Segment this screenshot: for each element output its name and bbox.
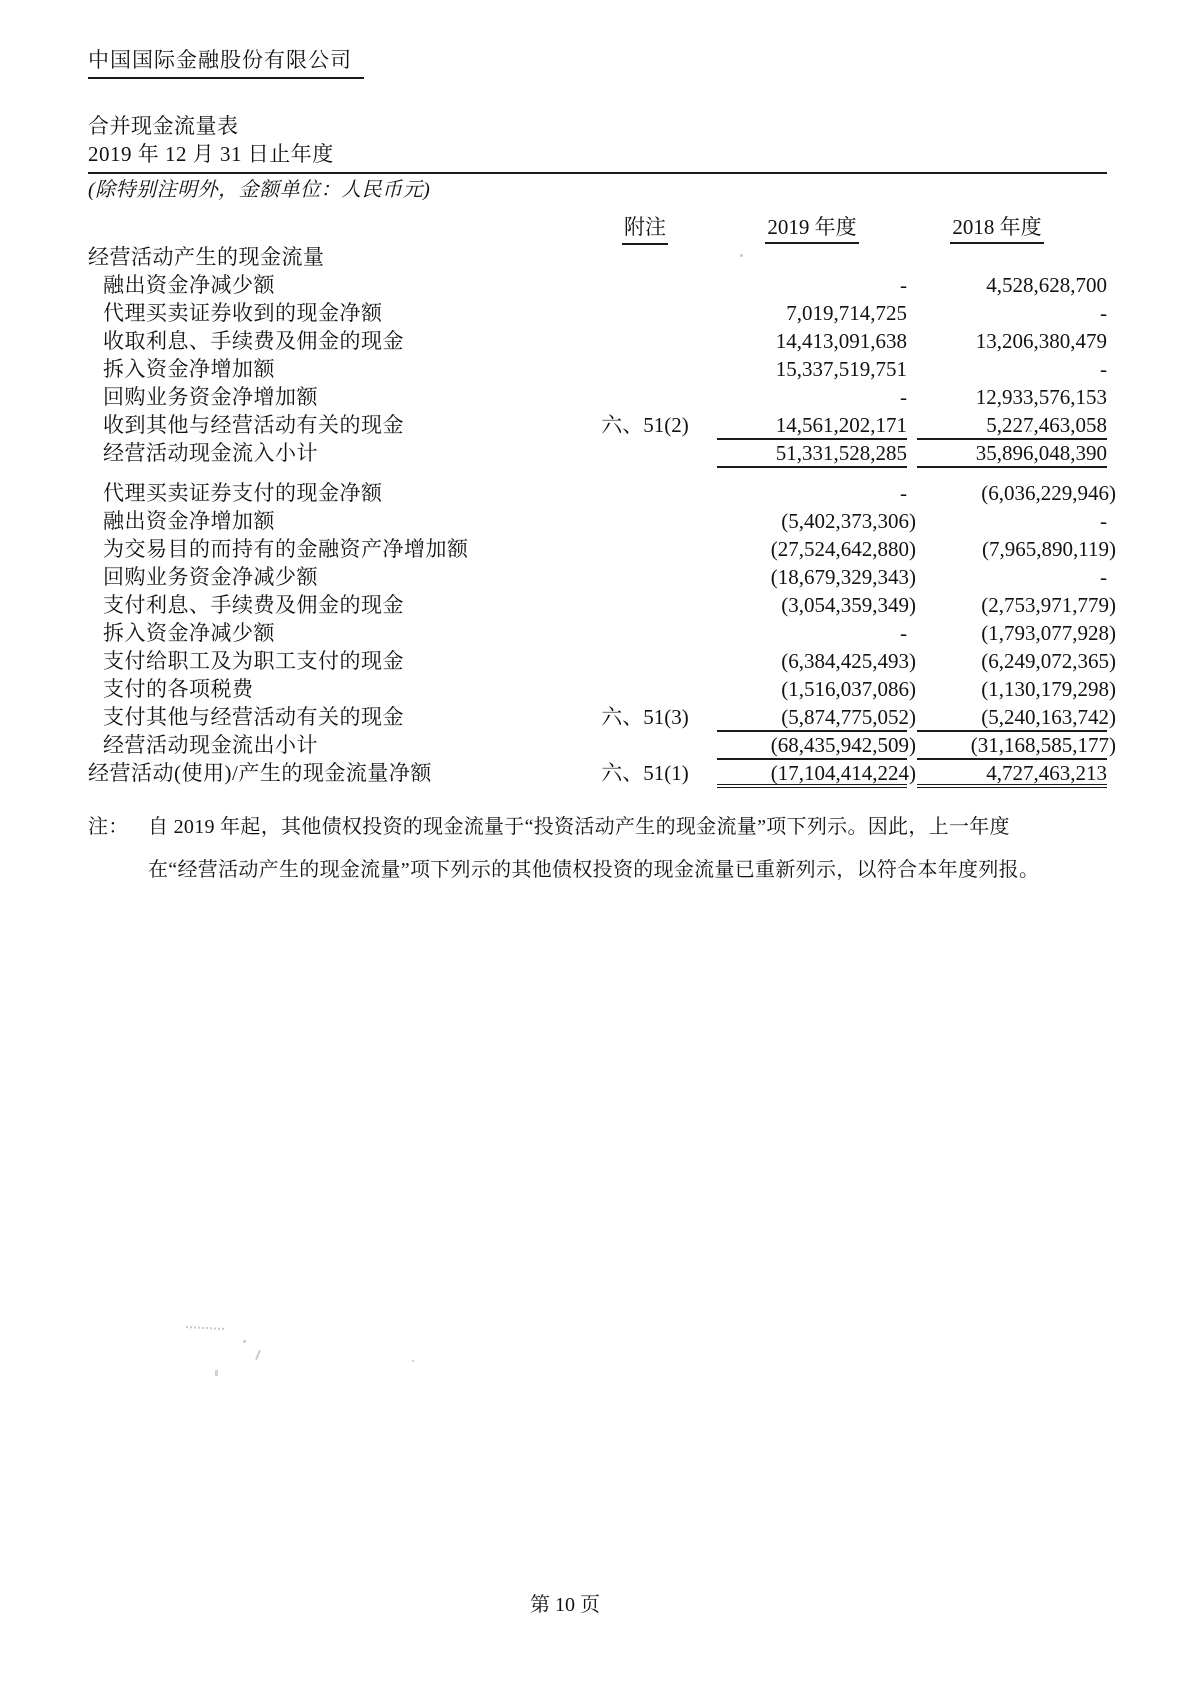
company-name-text: 中国国际金融股份有限公司 [88,44,364,79]
row-value-2018: (5,240,163,742) [917,704,1107,732]
table-row-spacer [88,468,1107,480]
row-value-2018: - [1100,357,1107,381]
row-value-2019: 14,561,202,171 [717,412,907,440]
row-value-2019: (1,516,037,086) [781,677,916,701]
row-note-ref [590,480,700,508]
row-label: 为交易目的而持有的金融资产净增加额 [103,537,469,561]
header-year-2019: 2019 年度 [717,214,907,244]
row-value-2018: (2,753,971,779) [981,593,1116,617]
row-note-ref [590,592,700,620]
row-note-ref [590,244,700,272]
table-row [88,300,1107,328]
row-label: 拆入资金净增加额 [103,357,275,381]
scan-artifact [243,1340,246,1343]
table-row [88,272,1107,300]
row-value-2018: 13,206,380,479 [975,329,1107,353]
row-label: 回购业务资金净减少额 [103,565,318,589]
row-label: 收取利息、手续费及佣金的现金 [103,329,404,353]
row-value-2019: 51,331,528,285 [717,440,907,468]
row-value-2019: (68,435,942,509) [717,732,907,760]
row-value-2019: (18,679,329,343) [770,565,916,589]
statement-period: 2019 年 12 月 31 日止年度 [88,138,1107,174]
scan-artifact [740,254,743,257]
row-value-2018: - [1100,509,1107,533]
company-name [88,44,364,79]
row-value-2018: 4,727,463,213 [917,760,1107,788]
row-note-ref: 六、51(3) [601,705,689,729]
row-note-ref [590,508,700,536]
table-row [88,564,1107,592]
table-body [88,244,1116,788]
scan-artifact [1029,430,1032,432]
row-value-2019: (3,054,359,349) [781,593,916,617]
table-row [88,592,1116,620]
table-row [88,508,1107,536]
row-label: 经营活动现金流出小计 [103,733,318,757]
row-value-2018: 35,896,048,390 [917,440,1107,468]
row-value-2019: (6,384,425,493) [781,649,916,673]
row-note-ref [590,732,700,760]
row-value-2018: - [1100,565,1107,589]
table-row [88,760,1107,788]
table-row [88,440,1107,468]
row-label: 支付其他与经营活动有关的现金 [103,705,404,729]
row-value-2018: - [1100,301,1107,325]
header-label-spacer [88,214,590,242]
row-value-2019: 7,019,714,725 [786,301,907,325]
row-value-2018: (7,965,890,119) [982,537,1116,561]
table-row [88,536,1116,564]
row-value-2019: (5,402,373,306) [781,509,916,533]
row-note-ref [590,384,700,412]
page-number: 第 10 页 [530,1594,600,1616]
row-note-ref [590,536,700,564]
row-value-2018: (6,036,229,946) [981,481,1116,505]
scan-artifact [215,1370,218,1376]
row-value-2019: 15,337,519,751 [775,357,907,381]
table-row [88,480,1116,508]
row-note-ref [590,676,700,704]
table-row [88,356,1107,384]
table-row [88,704,1116,732]
row-value-2019: (17,104,414,224) [717,760,907,788]
table-row [88,412,1107,440]
row-label: 支付利息、手续费及佣金的现金 [103,593,404,617]
row-note-ref [590,272,700,300]
row-note-ref [590,328,700,356]
row-value-2018: 4,528,628,700 [986,273,1107,297]
row-label: 代理买卖证券收到的现金净额 [103,301,383,325]
row-value-2019: - [900,273,907,297]
row-value-2018: 5,227,463,058 [917,412,1107,440]
row-value-2019: 14,413,091,638 [775,329,907,353]
scan-artifact [186,1326,224,1330]
row-note-ref [590,300,700,328]
header-year-2018: 2018 年度 [917,214,1107,244]
footnote-text [148,806,1107,892]
row-value-2019: (5,874,775,052) [717,704,907,732]
row-value-2019: - [900,481,907,505]
row-label: 支付给职工及为职工支付的现金 [103,649,404,673]
footnote [88,806,1107,892]
row-label: 支付的各项税费 [103,677,254,701]
row-label: 经营活动产生的现金流量 [88,245,325,269]
row-value-2019 [717,244,907,272]
row-note-ref [590,356,700,384]
table-row [88,384,1107,412]
row-value-2018: (1,793,077,928) [981,621,1116,645]
table-row [88,328,1107,356]
scan-artifact [412,1360,414,1362]
currency-unit-note: (除特别注明外，金额单位：人民币元) [88,179,431,201]
footnote-line-2: 在“经营活动产生的现金流量”项下列示的其他债权投资的现金流量已重新列示，以符合本年度列报。 [148,859,1040,881]
row-value-2018 [917,244,1107,272]
row-value-2019: - [900,385,907,409]
row-note-ref [590,440,700,468]
table-header-row [88,214,1107,244]
row-note-ref [590,648,700,676]
row-label: 融出资金净增加额 [103,509,275,533]
row-label: 收到其他与经营活动有关的现金 [103,413,404,437]
row-label: 经营活动(使用)/产生的现金流量净额 [88,761,432,785]
table-row [88,732,1116,760]
row-label: 回购业务资金净增加额 [103,385,318,409]
row-value-2019: (27,524,642,880) [770,537,916,561]
row-note-ref: 六、51(1) [601,761,689,785]
scan-artifact [255,1350,261,1360]
row-value-2019: - [900,621,907,645]
footnote-line-1: 自 2019 年起，其他债权投资的现金流量于“投资活动产生的现金流量”项下列示。因此，上一年度 [148,816,1010,838]
table-row [88,676,1116,704]
row-note-ref [590,564,700,592]
table-row [88,244,1107,272]
statement-title: 合并现金流量表 [88,114,239,138]
row-label: 经营活动现金流入小计 [103,441,318,465]
row-note-ref: 六、51(2) [601,413,689,437]
row-label: 融出资金净减少额 [103,273,275,297]
row-value-2018: (31,168,585,177) [917,732,1107,760]
footnote-label: 注： [88,816,129,838]
row-value-2018: 12,933,576,153 [975,385,1107,409]
table-row [88,620,1116,648]
row-value-2018: (6,249,072,365) [981,649,1116,673]
row-note-ref [590,620,700,648]
cash-flow-table [88,214,1116,788]
row-label: 代理买卖证券支付的现金净额 [103,481,383,505]
header-note-ref: 附注 [590,214,700,242]
row-label: 拆入资金净减少额 [103,621,275,645]
table-row [88,648,1116,676]
row-value-2018: (1,130,179,298) [981,677,1116,701]
